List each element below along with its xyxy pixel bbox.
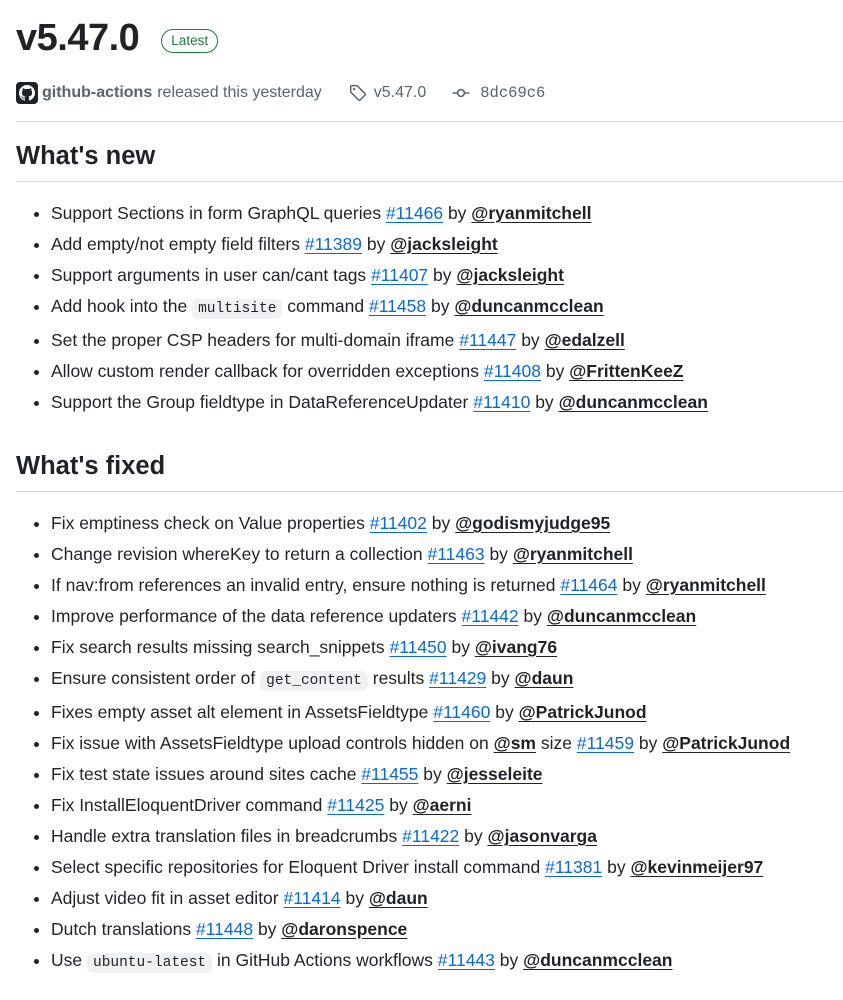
user-mention-link[interactable]: @daronspence bbox=[281, 919, 408, 939]
user-mention-link[interactable]: @FrittenKeeZ bbox=[569, 361, 684, 381]
user-mention-link[interactable]: @duncanmcclean bbox=[523, 950, 673, 970]
user-mention-link[interactable]: @jacksleight bbox=[390, 234, 498, 254]
list-item: • Add empty/not empty field filters #11389 by @jacksleight bbox=[51, 229, 843, 260]
user-mention-link[interactable]: @kevinmeijer97 bbox=[630, 857, 764, 877]
pr-link[interactable]: #11455 bbox=[361, 764, 419, 784]
pr-link[interactable]: #11443 bbox=[437, 950, 495, 970]
user-mention-link[interactable]: @sm bbox=[493, 733, 536, 753]
user-mention-link[interactable]: @ryanmitchell bbox=[471, 203, 592, 223]
list-item: • If nav:from references an invalid entry, ensure nothing is returned #11464 by @ryanmitchell bbox=[51, 570, 843, 601]
user-mention-link[interactable]: @aerni bbox=[412, 795, 472, 815]
release-version-title[interactable]: v5.47.0 bbox=[16, 16, 140, 59]
list-item: • Ensure consistent order of get_content results #11429 by @daun bbox=[51, 663, 843, 697]
user-mention-link[interactable]: @daun bbox=[514, 668, 574, 688]
inline-code: multisite bbox=[192, 299, 282, 319]
list-item: • Select specific repositories for Eloquent Driver install command #11381 by @kevinmeijer97 bbox=[51, 852, 843, 883]
tag-icon bbox=[349, 84, 367, 102]
github-mark-icon bbox=[19, 85, 35, 101]
whats-new-heading: What's new bbox=[16, 122, 843, 182]
inline-code: ubuntu-latest bbox=[87, 953, 212, 973]
pr-link[interactable]: #11450 bbox=[389, 637, 447, 657]
inline-code: get_content bbox=[260, 671, 368, 691]
list-item: • Fix InstallEloquentDriver command #11425 by @aerni bbox=[51, 790, 843, 821]
pr-link[interactable]: #11429 bbox=[429, 668, 487, 688]
whats-fixed-heading: What's fixed bbox=[16, 432, 843, 492]
list-item: • Fix issue with AssetsFieldtype upload controls hidden on @sm size #11459 by @PatrickJunod bbox=[51, 728, 843, 759]
user-mention-link[interactable]: @ryanmitchell bbox=[512, 544, 633, 564]
release-tag-link[interactable] bbox=[349, 84, 426, 102]
list-item: • Support Sections in form GraphQL queries #11466 by @ryanmitchell bbox=[51, 198, 843, 229]
list-item: • Set the proper CSP headers for multi-domain iframe #11447 by @edalzell bbox=[51, 325, 843, 356]
list-item: • Use ubuntu-latest in GitHub Actions workflows #11443 by @duncanmcclean bbox=[51, 945, 843, 979]
release-header bbox=[16, 0, 843, 76]
pr-link[interactable]: #11447 bbox=[459, 330, 517, 350]
list-item: • Support the Group fieldtype in DataReferenceUpdater #11410 by @duncanmcclean bbox=[51, 387, 843, 418]
pr-link[interactable]: #11425 bbox=[327, 795, 385, 815]
user-mention-link[interactable]: @jesseleite bbox=[446, 764, 543, 784]
user-mention-link[interactable]: @duncanmcclean bbox=[558, 392, 708, 412]
list-item: • Support arguments in user can/cant tags #11407 by @jacksleight bbox=[51, 260, 843, 291]
release-commit-link[interactable] bbox=[452, 84, 545, 102]
user-mention-link[interactable]: @PatrickJunod bbox=[518, 702, 647, 722]
user-mention-link[interactable]: @PatrickJunod bbox=[662, 733, 791, 753]
pr-link[interactable]: #11459 bbox=[576, 733, 634, 753]
pr-link[interactable]: #11448 bbox=[195, 919, 254, 939]
pr-link[interactable]: #11458 bbox=[369, 296, 427, 316]
pr-link[interactable]: #11408 bbox=[483, 361, 541, 381]
pr-link[interactable]: #11410 bbox=[473, 392, 531, 412]
list-item: • Fix test state issues around sites cache #11455 by @jesseleite bbox=[51, 759, 843, 790]
pr-link[interactable]: #11422 bbox=[402, 826, 460, 846]
pr-link[interactable]: #11407 bbox=[371, 265, 429, 285]
list-item: • Dutch translations #11448 by @daronspence bbox=[51, 914, 843, 945]
release-meta bbox=[16, 75, 843, 111]
pr-link[interactable]: #11389 bbox=[304, 234, 362, 254]
pr-link[interactable]: #11402 bbox=[369, 513, 427, 533]
release-commit-sha: 8dc69c6 bbox=[480, 84, 546, 102]
pr-link[interactable]: #11414 bbox=[283, 888, 341, 908]
pr-link[interactable]: #11381 bbox=[545, 857, 603, 877]
list-item: • Add hook into the multisite command #11458 by @duncanmcclean bbox=[51, 291, 843, 325]
user-mention-link[interactable]: @ivang76 bbox=[474, 637, 558, 657]
list-item: • Fixes empty asset alt element in AssetsFieldtype #11460 by @PatrickJunod bbox=[51, 697, 843, 728]
pr-link[interactable]: #11463 bbox=[427, 544, 485, 564]
user-mention-link[interactable]: @edalzell bbox=[544, 330, 625, 350]
list-item: • Adjust video fit in asset editor #11414 by @daun bbox=[51, 883, 843, 914]
release-author-link[interactable]: github-actions bbox=[42, 84, 153, 101]
list-item: • Improve performance of the data reference updaters #11442 by @duncanmcclean bbox=[51, 601, 843, 632]
user-mention-link[interactable]: @duncanmcclean bbox=[546, 606, 697, 626]
pr-link[interactable]: #11464 bbox=[560, 575, 618, 595]
list-item: • Change revision whereKey to return a collection #11463 by @ryanmitchell bbox=[51, 539, 843, 570]
pr-link[interactable]: #11460 bbox=[433, 702, 491, 722]
user-mention-link[interactable]: @jasonvarga bbox=[487, 826, 597, 846]
user-mention-link[interactable]: @godismyjudge95 bbox=[455, 513, 611, 533]
user-mention-link[interactable]: @jacksleight bbox=[456, 265, 564, 285]
user-mention-link[interactable]: @duncanmcclean bbox=[454, 296, 604, 316]
whats-fixed-list bbox=[16, 492, 843, 979]
pr-link[interactable]: #11442 bbox=[461, 606, 519, 626]
user-mention-link[interactable]: @daun bbox=[368, 888, 428, 908]
pr-link[interactable]: #11466 bbox=[385, 203, 444, 223]
list-item: • Allow custom render callback for overridden exceptions #11408 by @FrittenKeeZ bbox=[51, 356, 843, 387]
git-commit-icon bbox=[452, 84, 470, 102]
release-tag-label: v5.47.0 bbox=[373, 84, 427, 101]
list-item: • Fix search results missing search_snippets #11450 by @ivang76 bbox=[51, 632, 843, 663]
latest-badge: Latest bbox=[161, 29, 218, 53]
user-mention-link[interactable]: @ryanmitchell bbox=[645, 575, 766, 595]
list-item: • Fix emptiness check on Value properties #11402 by @godismyjudge95 bbox=[51, 508, 843, 539]
list-item: • Handle extra translation files in breadcrumbs #11422 by @jasonvarga bbox=[51, 821, 843, 852]
released-time-text: released this yesterday bbox=[157, 84, 322, 101]
github-actions-avatar[interactable] bbox=[16, 82, 38, 104]
whats-new-list bbox=[16, 182, 843, 432]
